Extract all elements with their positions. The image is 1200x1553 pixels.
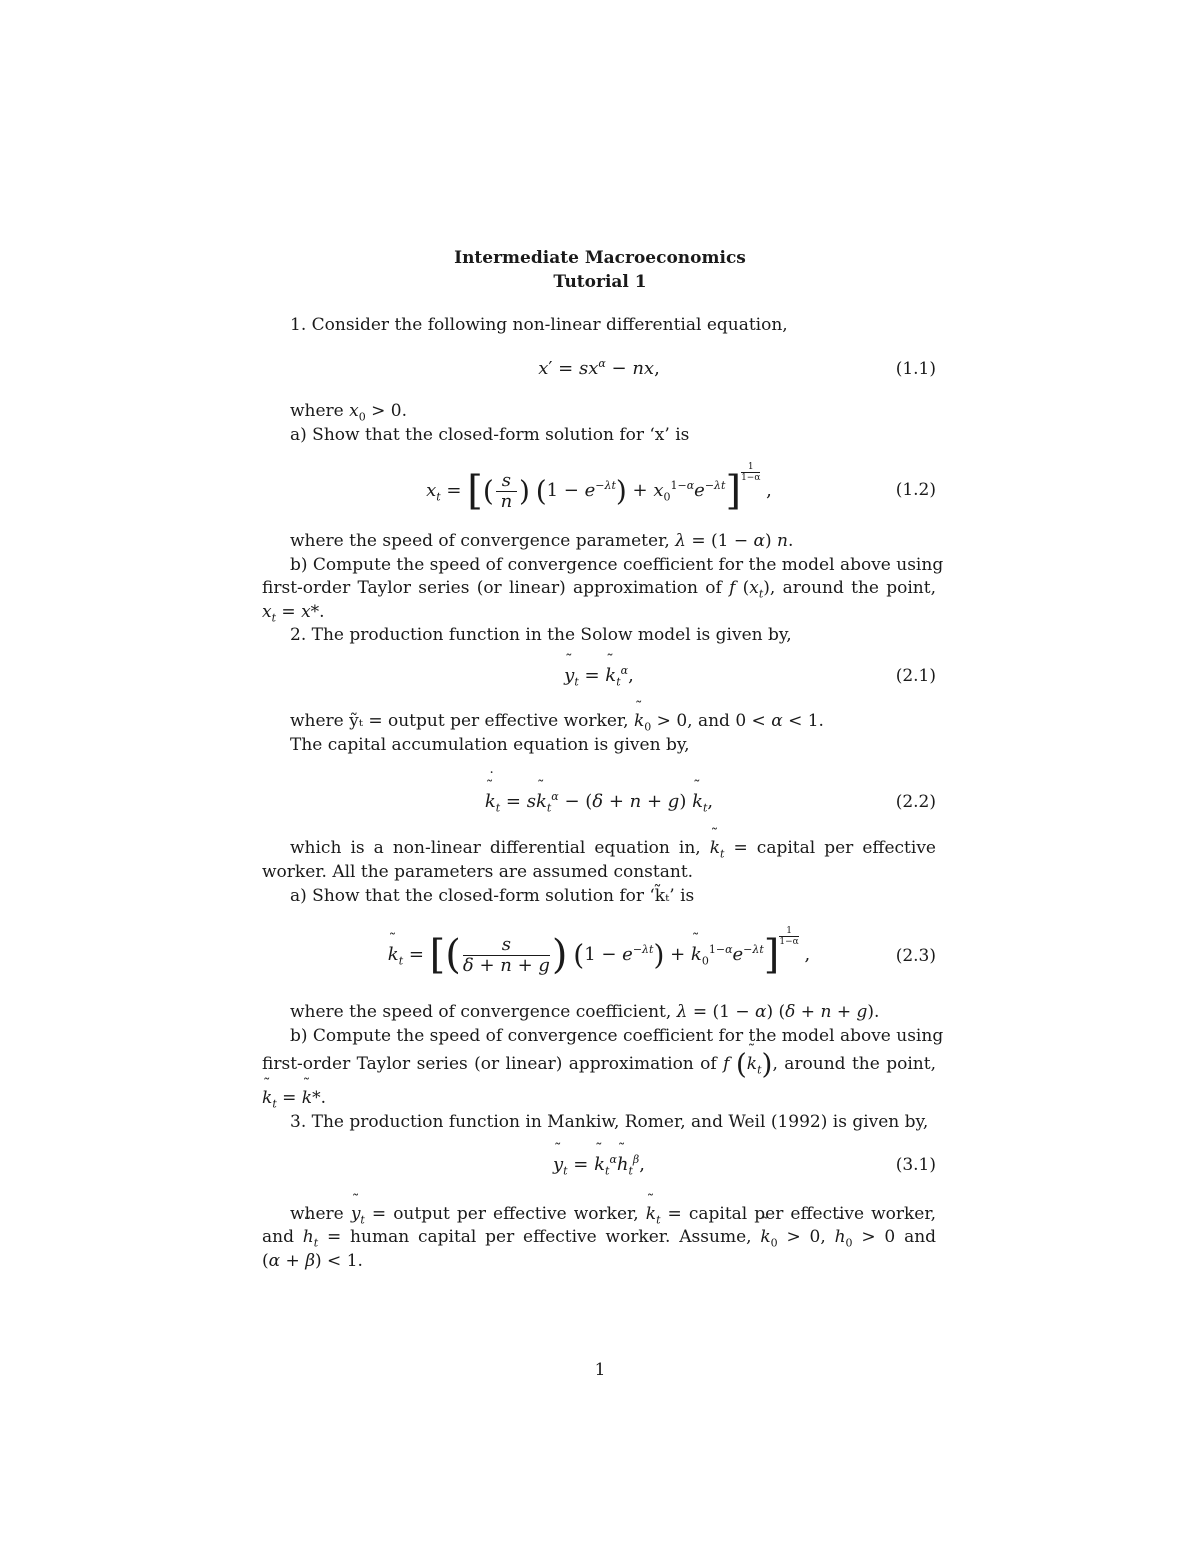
q2-speed-def: where the speed of convergence coefficient, λ = (1 − α) (δ + n + g). [290, 1002, 880, 1022]
eq-number-1-2: (1.2) [895, 480, 936, 500]
eq-number-1-1: (1.1) [895, 359, 936, 379]
eq-number-2-1: (2.1) [895, 666, 936, 686]
where-output-text: where ỹₜ = output per effective worker, [290, 711, 629, 731]
equation-3-1: ˜ $y_t$ = ˜ $k_t^\alpha˜$ $h_t^\beta$, (3.1) [262, 1153, 936, 1213]
document-title: Intermediate Macroeconomics [454, 248, 746, 268]
q3-and-1: and [262, 1227, 294, 1247]
speed-def-text: where the speed of convergence parameter, [290, 531, 670, 551]
speed-def-text-2: where the speed of convergence coefficient, [290, 1002, 672, 1022]
q1-part-b-line2: first-order Taylor series (or linear) approximation of f $(x_t)$, around the point, [262, 578, 936, 601]
q3-intro: 3. The production function in Mankiw, Romer, and Weil (1992) is given by, [290, 1112, 929, 1132]
q1-part-b-line1: b) Compute the speed of convergence coefficient for the model above using [290, 555, 944, 575]
page-number: 1 [594, 1360, 606, 1380]
eq-number-3-1: (3.1) [895, 1155, 936, 1175]
q3-where-line2: and ˜ $h_t$ = human capital per effective worker. Assume, ˜ $k_0 > 0$, ˜ $h_0 > 0$ and [262, 1226, 936, 1254]
q2-point: ˜ $k_t$ = ˜ k*. [262, 1087, 936, 1115]
taylor-text-2: first-order Taylor series (or linear) approximation of [262, 1054, 717, 1074]
nonlinear-text: which is a non-linear differential equation in, [290, 838, 701, 858]
q2-part-b-line2: first-order Taylor series (or linear) approximation of f (˜ $k_t$), around the point, [262, 1053, 936, 1081]
q3-capital-text: = capital per effective worker, [667, 1204, 937, 1224]
capital-per-text: = capital per effective [733, 838, 936, 858]
q1-where-x0: where $x_0 > 0$. [290, 401, 408, 424]
q3-output-text: = output per effective worker, [371, 1204, 639, 1224]
q1-part-a: a) Show that the closed-form solution for ‘x’ is [290, 425, 690, 445]
equation-1-1: $x' = sx^\alpha$ − nx, (1.1) [538, 357, 936, 379]
eq-number-2-3: (2.3) [895, 946, 936, 966]
q2-where-output: where ỹₜ = output per effective worker, ˜ $k_0 > 0$, and 0 < α < 1. [290, 710, 964, 738]
q1-point: $x_t = x*$. [262, 602, 325, 625]
taylor-text: first-order Taylor series (or linear) approximation of [262, 578, 722, 598]
q2-nonlinear-line2: worker. All the parameters are assumed constant. [262, 862, 694, 882]
q3-and-2: and [904, 1227, 937, 1247]
q1-intro: 1. Consider the following non-linear differential equation, [290, 315, 788, 335]
equation-2-3: ˜ $k_t$ = [( $\frac{s}{\delta + n + g}$ ) $(1 - e^{-\lambda t})$ + ˜ $k_0^{1-\alpha}e^{-\lambda t}$] $\frac{1}{1-\alpha}$ , (2.3) [262, 926, 936, 986]
q2-part-a: a) Show that the closed-form solution for ‘k̃ₜ’ is [290, 886, 695, 906]
q3-human-capital-text: = human capital per effective worker. Assume, [327, 1227, 752, 1247]
where-word: where [290, 401, 344, 421]
document-subtitle: Tutorial 1 [553, 272, 647, 292]
q3-constraint: (α + β) < 1. [262, 1251, 363, 1271]
eq-number-2-2: (2.2) [895, 792, 936, 812]
q3-where-line1: where ˜ $y_t$ = output per effective worker, ˜ $k_t$ = capital per effective worker, [290, 1203, 936, 1231]
around-text-2: , around the point, [772, 1054, 936, 1074]
q2-part-b-line1: b) Compute the speed of convergence coefficient for the model above using [290, 1026, 944, 1046]
q1-speed-def: where the speed of convergence parameter, λ = (1 − α) n. [290, 531, 794, 551]
equation-2-1: ˜ $y_t$ = ˜ $k_t^\alpha$, (2.1) [262, 664, 936, 724]
q2-capital-accumulation: The capital accumulation equation is given by, [290, 735, 690, 755]
q2-intro: 2. The production function in the Solow model is given by, [290, 625, 792, 645]
equation-1-2: $x_t$ = [( $\frac{s}{n}$ ) $(1 - e^{-\lambda t}) + x_0^{1-\alpha}e^{-\lambda t}$] $\frac{1}{1-\alpha}$ , (1.2) [426, 462, 936, 514]
q2-nonlinear-line1: which is a non-linear differential equation in, ˜ $k_t$ = capital per effective [290, 837, 936, 865]
equation-2-2: ˜ k $˙_t$ = s˜ $k_t^\alpha - (\delta + n + g)$ ˜ $k_t$, (2.2) [262, 790, 936, 850]
around-text: , around the point, [769, 578, 936, 598]
